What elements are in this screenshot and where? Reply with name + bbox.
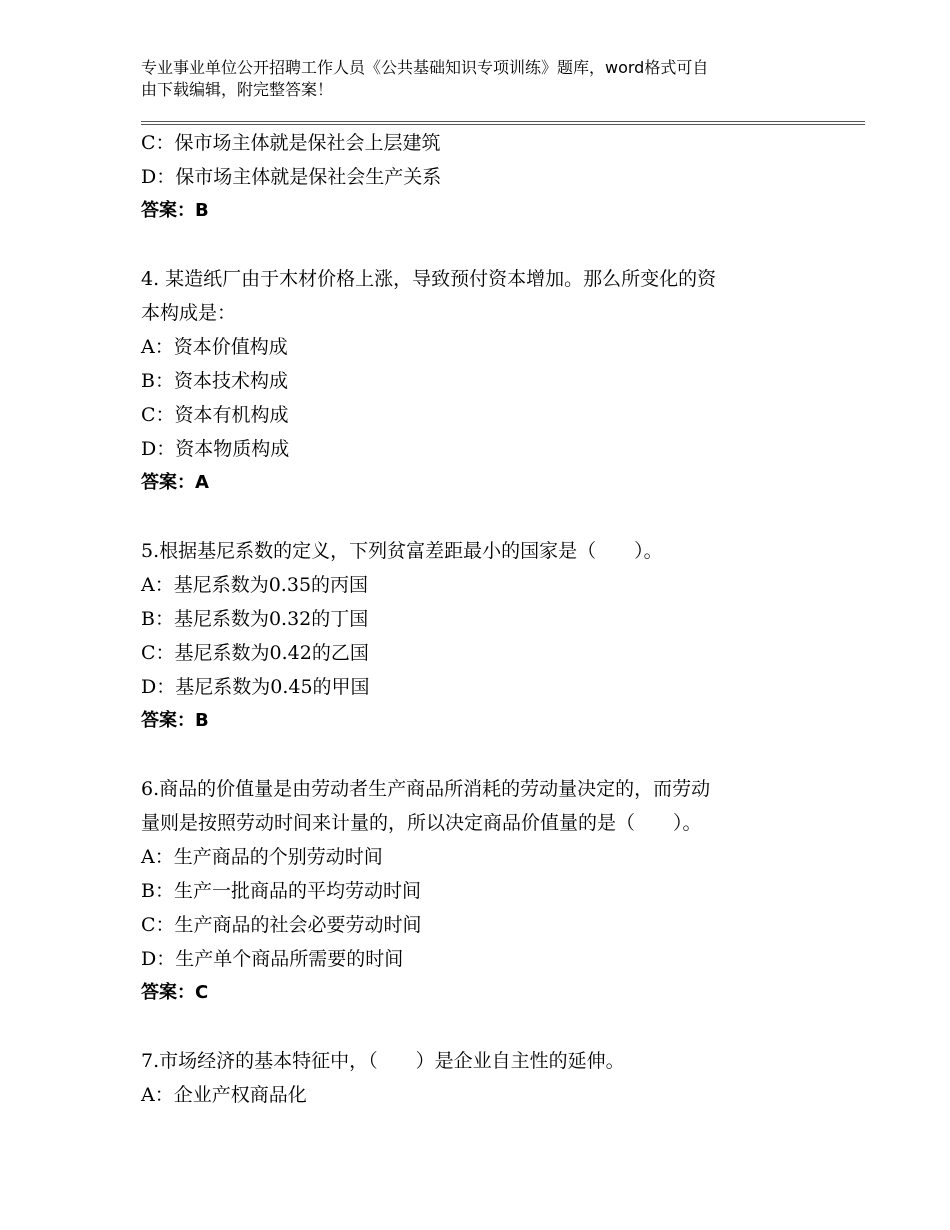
question-block-6	[141, 772, 841, 1010]
question-stem: 本构成是：	[141, 302, 237, 324]
document-header	[141, 57, 821, 101]
option-d: D：资本物质构成	[141, 438, 290, 460]
option-b: B：资本技术构成	[141, 370, 288, 392]
option-d: D：生产单个商品所需要的时间	[141, 948, 404, 970]
option-c: C：基尼系数为0.42的乙国	[141, 642, 369, 664]
answer-label: 答案：C	[141, 982, 209, 1003]
question-block-partial	[141, 126, 841, 228]
question-stem: 4. 某造纸厂由于木材价格上涨，导致预付资本增加。那么所变化的资	[141, 268, 717, 290]
question-block-5	[141, 534, 841, 738]
option-a: A：基尼系数为0.35的丙国	[141, 574, 369, 596]
spacer	[141, 500, 841, 534]
spacer	[141, 1010, 841, 1044]
header-divider-bottom	[141, 124, 865, 125]
question-block-7	[141, 1044, 841, 1112]
answer-label: 答案：B	[141, 200, 209, 221]
question-stem: 7.市场经济的基本特征中，（ ）是企业自主性的延伸。	[141, 1050, 625, 1072]
answer-label: 答案：A	[141, 472, 209, 493]
option-c: C：保市场主体就是保社会上层建筑	[141, 132, 441, 154]
header-title-line-2: 由下载编辑，附完整答案！	[141, 80, 334, 99]
question-list	[141, 126, 841, 1112]
option-c: C：资本有机构成	[141, 404, 289, 426]
option-a: A：生产商品的个别劳动时间	[141, 846, 383, 868]
question-stem: 6.商品的价值量是由劳动者生产商品所消耗的劳动量决定的，而劳动	[141, 778, 711, 800]
option-b: B：生产一批商品的平均劳动时间	[141, 880, 421, 902]
option-d: D：保市场主体就是保社会生产关系	[141, 166, 442, 188]
option-b: B：基尼系数为0.32的丁国	[141, 608, 369, 630]
header-divider-top	[141, 121, 865, 122]
option-c: C：生产商品的社会必要劳动时间	[141, 914, 422, 936]
answer-label: 答案：B	[141, 710, 209, 731]
spacer	[141, 228, 841, 262]
spacer	[141, 738, 841, 772]
option-a: A：资本价值构成	[141, 336, 288, 358]
question-stem: 量则是按照劳动时间来计量的，所以决定商品价值量的是（ ）。	[141, 812, 702, 834]
header-title-line-1: 专业事业单位公开招聘工作人员《公共基础知识专项训练》题库，word格式可自	[141, 58, 709, 77]
option-d: D：基尼系数为0.45的甲国	[141, 676, 370, 698]
option-a: A：企业产权商品化	[141, 1084, 307, 1106]
question-stem: 5.根据基尼系数的定义，下列贫富差距最小的国家是（ ）。	[141, 540, 663, 562]
question-block-4	[141, 262, 841, 500]
